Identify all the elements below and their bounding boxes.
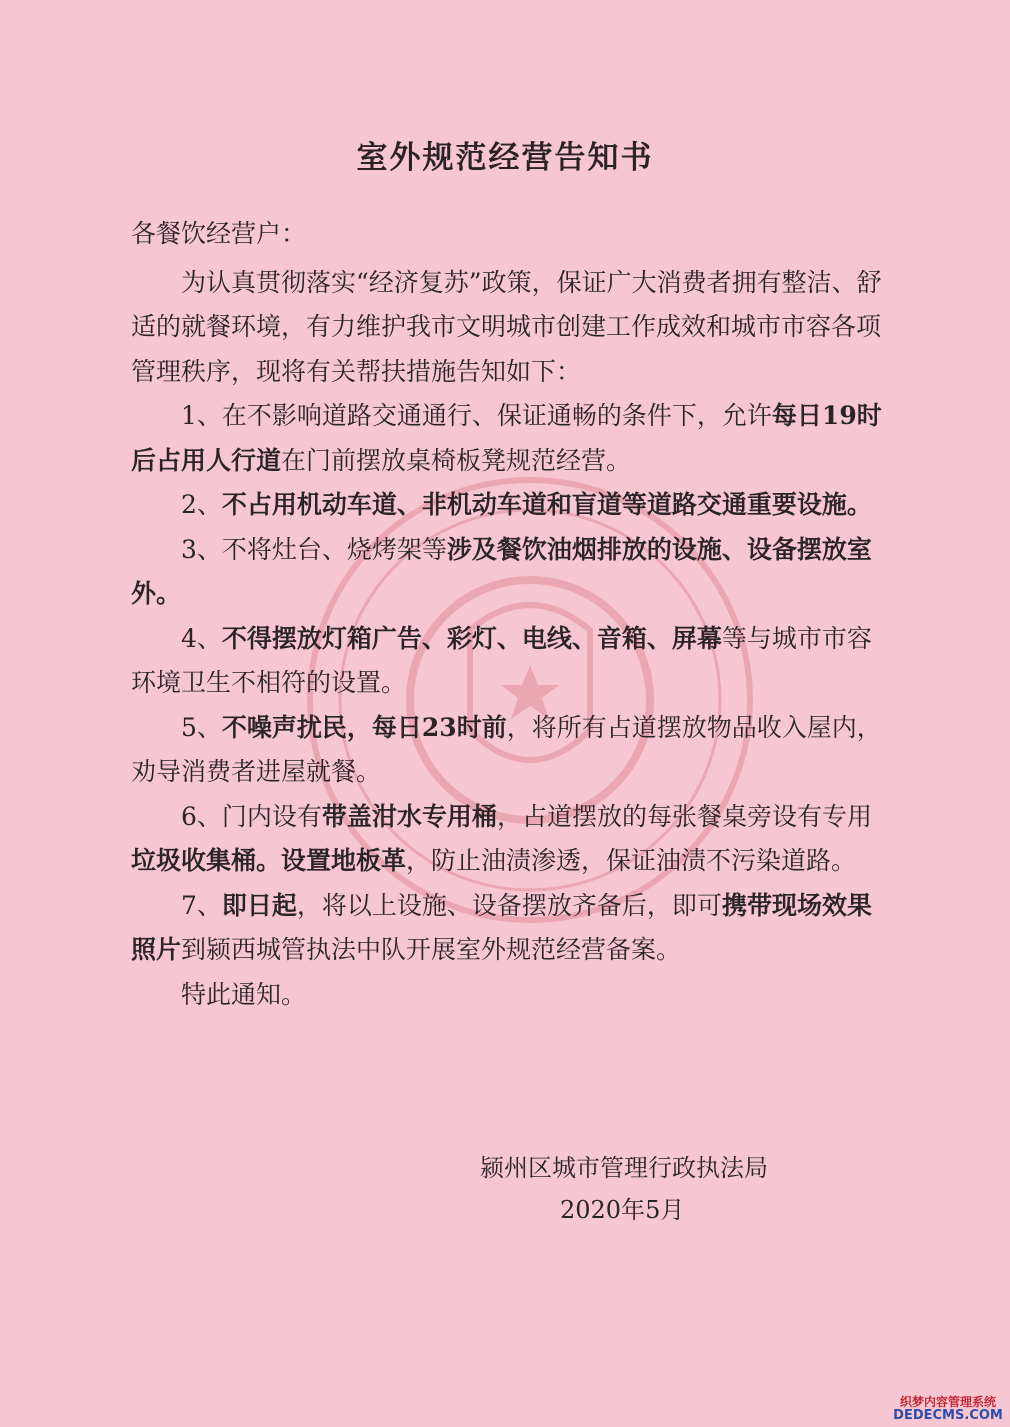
measure-number: 3、: [181, 534, 222, 564]
measure-item: [131, 483, 891, 528]
emphasized-text: 即日起: [221, 890, 297, 920]
intro-paragraph: 为认真贯彻落实“经济复苏”政策，保证广大消费者拥有整洁、舒适的就餐环境，有力维护我市文明城市创建工作成效和城市市容各项管理秩序，现将有关帮扶措施告知如下：: [131, 267, 882, 386]
emphasized-text: 不占用机动车道、非机动车道和盲道等道路交通重要设施。: [221, 490, 872, 519]
measure-number: 5、: [181, 712, 222, 742]
measure-text: ，将所有占道摆放物品收入屋内，劝导消费者进屋就餐。: [131, 712, 882, 786]
measure-item: [131, 617, 891, 706]
site-watermark: [892, 1395, 1004, 1423]
emphasized-text: 不噪声扰民，每日23时前: [221, 712, 507, 742]
notice-body: [131, 212, 891, 1017]
measure-number: 7、: [181, 890, 222, 920]
watermark-line2: DEDECMS.COM: [893, 1408, 1003, 1423]
issuing-authority: 颍州区城市管理行政执法局: [480, 1154, 768, 1182]
measure-text: 门内设有: [221, 801, 322, 831]
measure-item: [131, 528, 891, 617]
measure-list: [131, 394, 891, 973]
issue-date: 2020年5月: [560, 1196, 685, 1224]
measure-number: 1、: [181, 401, 222, 430]
closing-line: 特此通知。: [181, 979, 307, 1009]
measure-item: [131, 706, 891, 795]
measure-number: 4、: [181, 623, 222, 653]
watermark-line1: 织梦内容管理系统: [899, 1395, 996, 1409]
measure-text: 在门前摆放桌椅板凳规范经营。: [281, 445, 632, 475]
measure-number: 2、: [181, 490, 222, 519]
document-title: 室外规范经营告知书: [356, 140, 654, 176]
measure-item: [131, 394, 891, 483]
measure-item: [131, 884, 891, 973]
emphasized-text: 携带现场效果照片: [131, 890, 872, 964]
emphasized-text: 带盖泔水专用桶: [321, 801, 497, 831]
measure-item: [131, 795, 891, 884]
salutation: 各餐饮经营户：: [131, 219, 307, 248]
measure-text: ，将以上设施、设备摆放齐备后，即可: [296, 890, 722, 920]
measure-text: 到颍西城管执法中队开展室外规范经营备案。: [181, 935, 682, 964]
measure-text: ，占道摆放的每张餐桌旁设有专用: [496, 801, 872, 831]
measure-number: 6、: [181, 801, 222, 831]
measure-text: 在不影响道路交通通行、保证通畅的条件下，允许: [221, 401, 772, 430]
emphasized-text: 涉及餐饮油烟排放的设施、设备摆放室外。: [131, 534, 872, 608]
measure-text: ，防止油渍渗透，保证油渍不污染道路。: [406, 846, 857, 875]
emphasized-text: 每日19时后占用人行道: [131, 401, 882, 475]
emphasized-text: 垃圾收集桶。设置地板革: [131, 846, 407, 875]
emphasized-text: 不得摆放灯箱广告、彩灯、电线、音箱、屏幕: [221, 623, 722, 653]
measure-text: 等与城市市容环境卫生不相符的设置。: [131, 623, 872, 697]
measure-text: 不将灶台、烧烤架等: [221, 534, 447, 564]
